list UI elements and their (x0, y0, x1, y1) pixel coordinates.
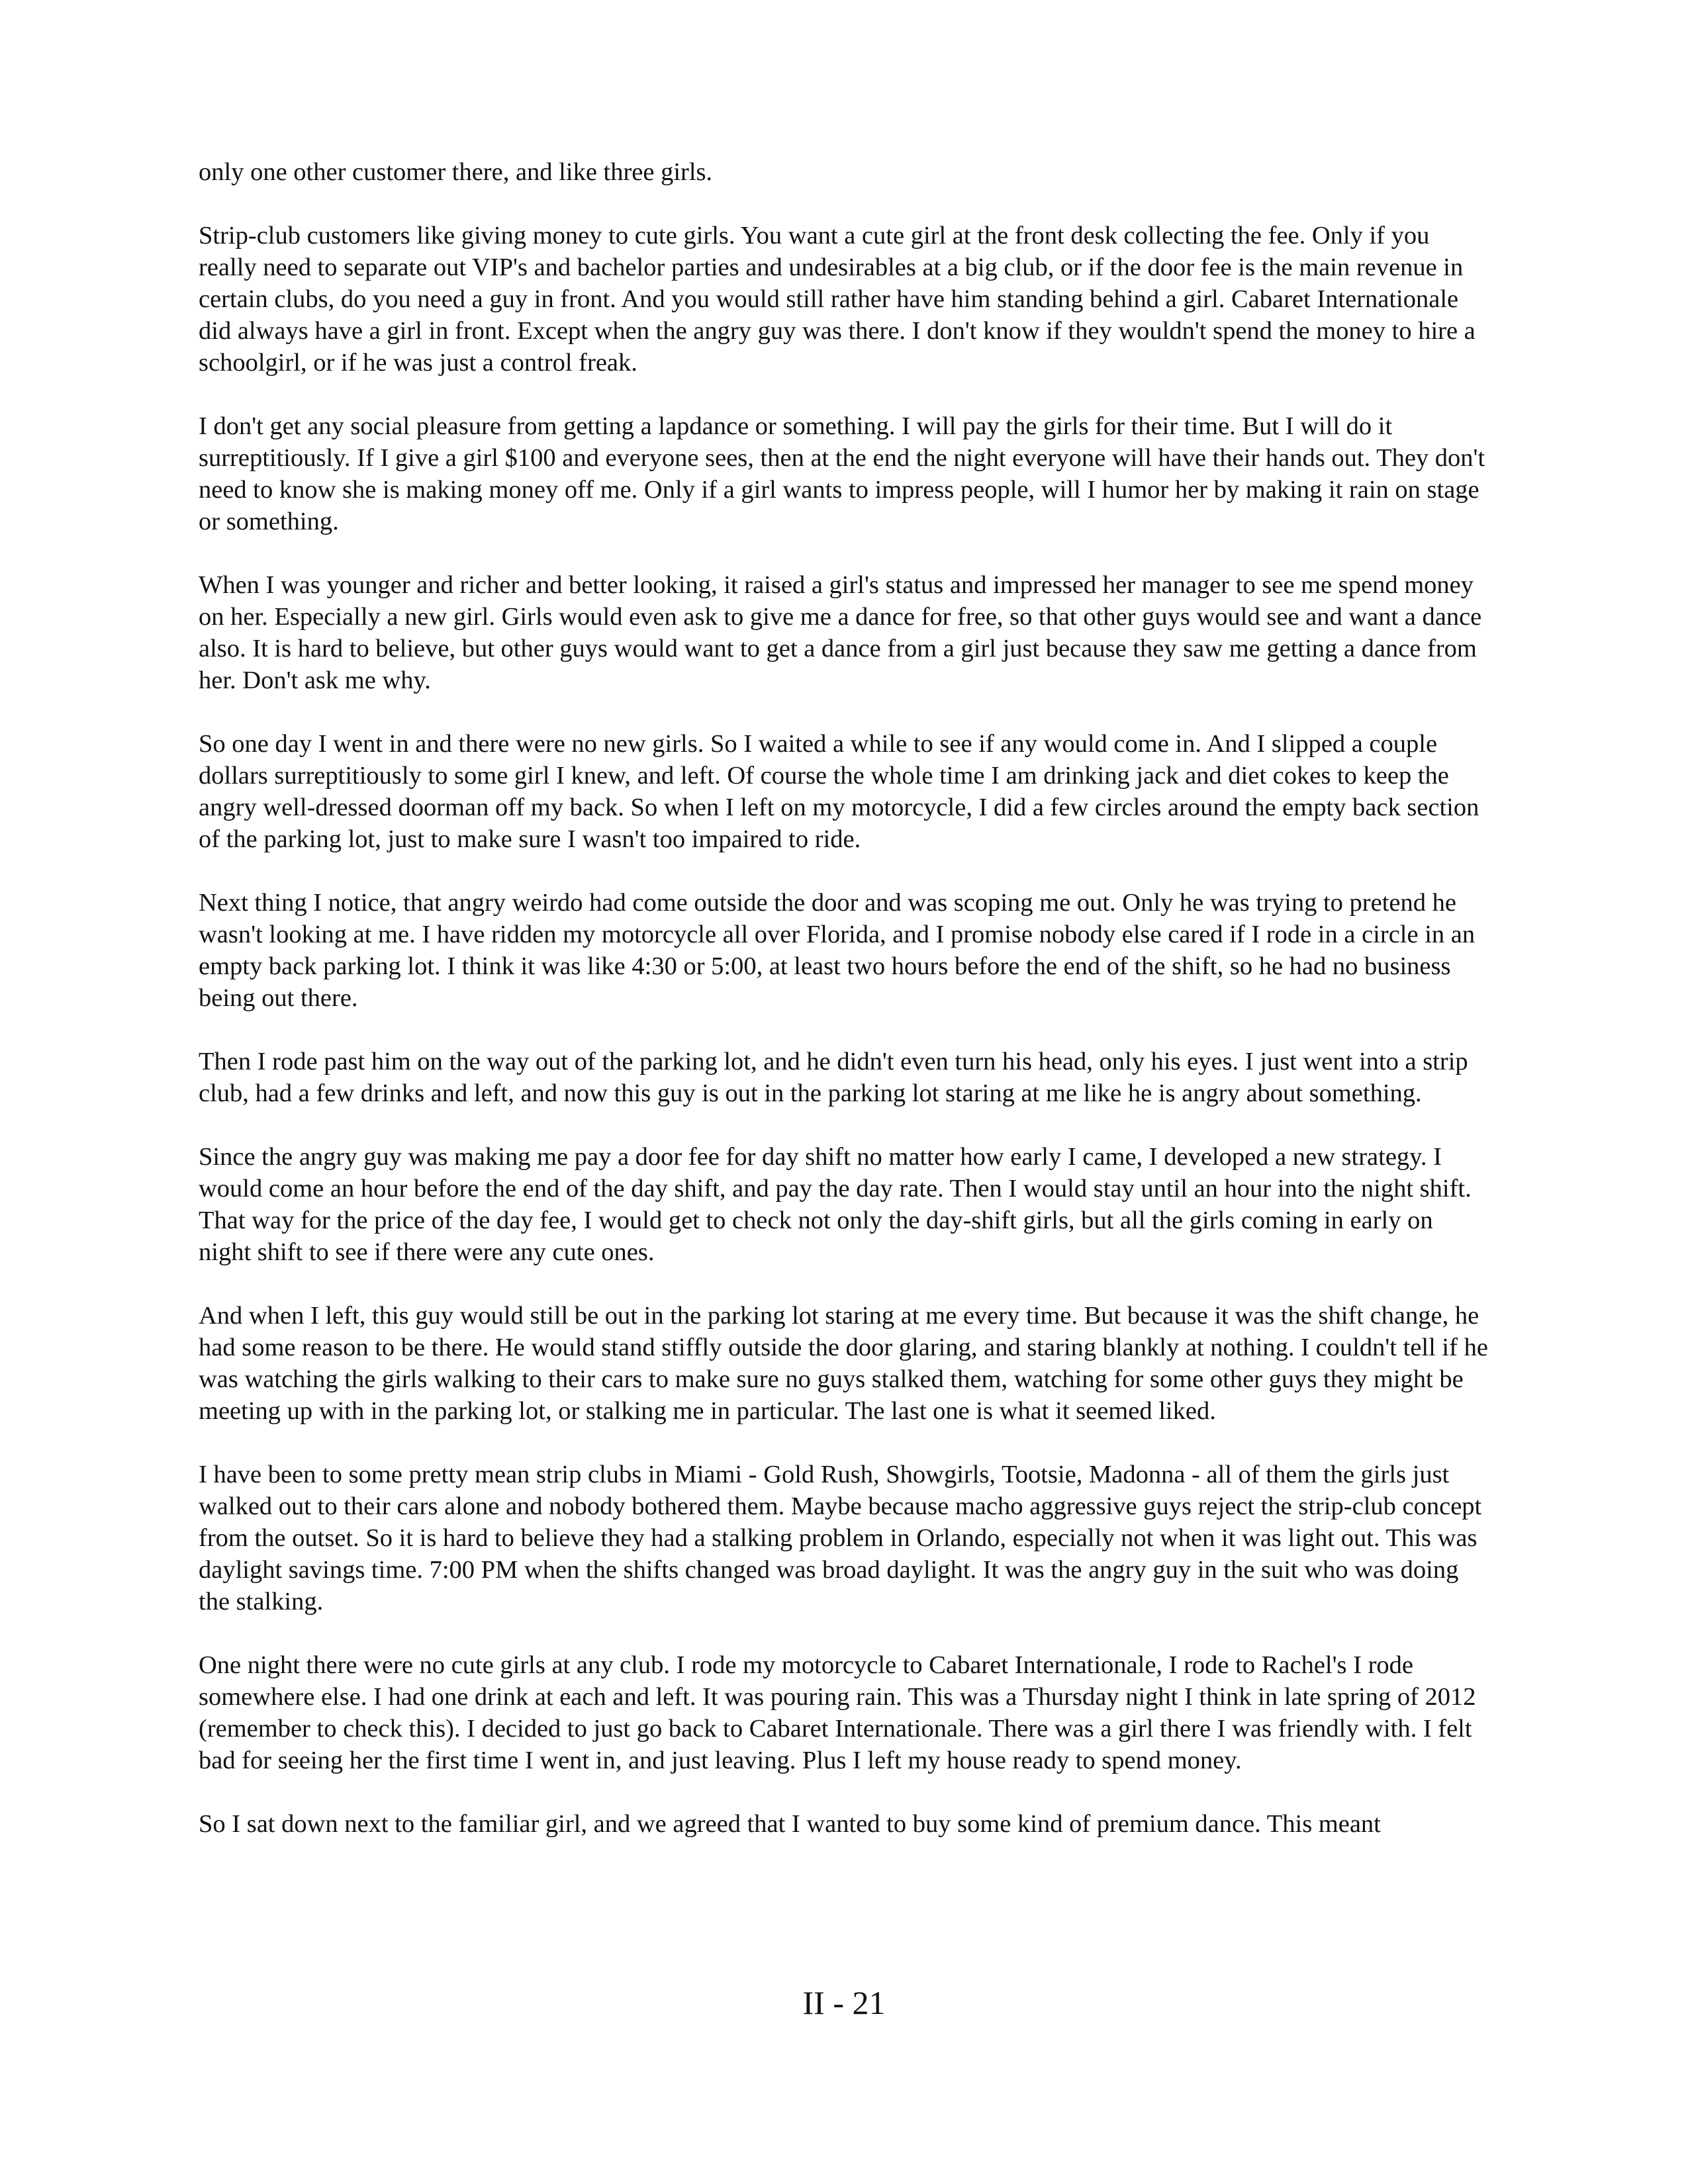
paragraph: So one day I went in and there were no new girls. So I waited a while to see if any would come in. And I slipped a couple dollars surreptitiously to some girl I knew, and left. Of course the whole time I am drinking jack and diet cokes to keep the angry well-dressed doorman off my back. So when I left on my motorcycle, I did a few circles around the empty back section of the parking lot, just to make sure I wasn't too impaired to ride. (199, 730, 1479, 853)
paragraph: Since the angry guy was making me pay a door fee for day shift no matter how early I came, I developed a new strategy. I would come an hour before the end of the day shift, and pay the day rate. Then I would stay until an hour into the night shift. That way for the price of the day fee, I would get to check not only the day-shift girls, but all the girls coming in early on night shift to see if there were any cute ones. (199, 1143, 1472, 1266)
body-text (199, 156, 1489, 1840)
paragraph: I have been to some pretty mean strip clubs in Miami - Gold Rush, Showgirls, Tootsie, Madonna - all of them the girls just walked out to their cars alone and nobody bothered them. Maybe because macho aggressive guys reject the strip-club concept from the outset. So it is hard to believe they had a stalking problem in Orlando, especially not when it was light out. This was daylight savings time. 7:00 PM when the shifts changed was broad daylight. It was the angry guy in the suit who was doing the stalking. (199, 1461, 1482, 1615)
paragraph: And when I left, this guy would still be out in the parking lot staring at me every time. But because it was the shift change, he had some reason to be there. He would stand stiffly outside the door glaring, and staring blankly at nothing. I couldn't tell if he was watching the girls walking to their cars to make sure no guys stalked them, watching for some other guys they might be meeting up with in the parking lot, or stalking me in particular. The last one is what it seemed liked. (199, 1302, 1488, 1425)
paragraph: When I was younger and richer and better looking, it raised a girl's status and impressed her manager to see me spend money on her. Especially a new girl. Girls would even ask to give me a dance for free, so that other guys would see and want a dance also. It is hard to believe, but other guys would want to get a dance from a girl just because they saw me getting a dance from her. Don't ask me why. (199, 571, 1482, 694)
paragraph: Then I rode past him on the way out of the parking lot, and he didn't even turn his head, only his eyes. I just went into a strip club, had a few drinks and left, and now this guy is out in the parking lot staring at me like he is angry about something. (199, 1048, 1468, 1107)
paragraph: One night there were no cute girls at any club. I rode my motorcycle to Cabaret Internationale, I rode to Rachel's I rode somewhere else. I had one drink at each and left. It was pouring rain. This was a Thursday night I think in late spring of 2012 (remember to check this). I decided to just go back to Cabaret Internationale. There was a girl there I was friendly with. I felt bad for seeing her the first time I went in, and just leaving. Plus I left my house ready to spend money. (199, 1651, 1476, 1774)
page-number: II - 21 (802, 1984, 886, 2021)
paragraph: Strip-club customers like giving money to cute girls. You want a cute girl at the front desk collecting the fee. Only if you really need to separate out VIP's and bachelor parties and undesirables at a big club, or if the door fee is the main revenue in certain clubs, do you need a guy in front. And you would still rather have him standing behind a girl. Cabaret Internationale did always have a girl in front. Except when the angry guy was there. I don't know if they wouldn't spend the money to hire a schoolgirl, or if he was just a control freak. (199, 222, 1476, 377)
paragraph: I don't get any social pleasure from getting a lapdance or something. I will pay the girls for their time. But I will do it surreptitiously. If I give a girl $100 and everyone sees, then at the end the night everyone will have their hands out. They don't need to know she is making money off me. Only if a girl wants to impress people, will I humor her by making it rain on stage or something. (199, 412, 1485, 535)
paragraph: Next thing I notice, that angry weirdo had come outside the door and was scoping me out. Only he was trying to pretend he wasn't looking at me. I have ridden my motorcycle all over Florida, and I promise nobody else cared if I rode in a circle in an empty back parking lot. I think it was like 4:30 or 5:00, at least two hours before the end of the shift, so he had no business being out there. (199, 889, 1476, 1012)
paragraph: only one other customer there, and like three girls. (199, 158, 713, 186)
paragraph: So I sat down next to the familiar girl, and we agreed that I wanted to buy some kind of premium dance. This meant (199, 1810, 1381, 1838)
